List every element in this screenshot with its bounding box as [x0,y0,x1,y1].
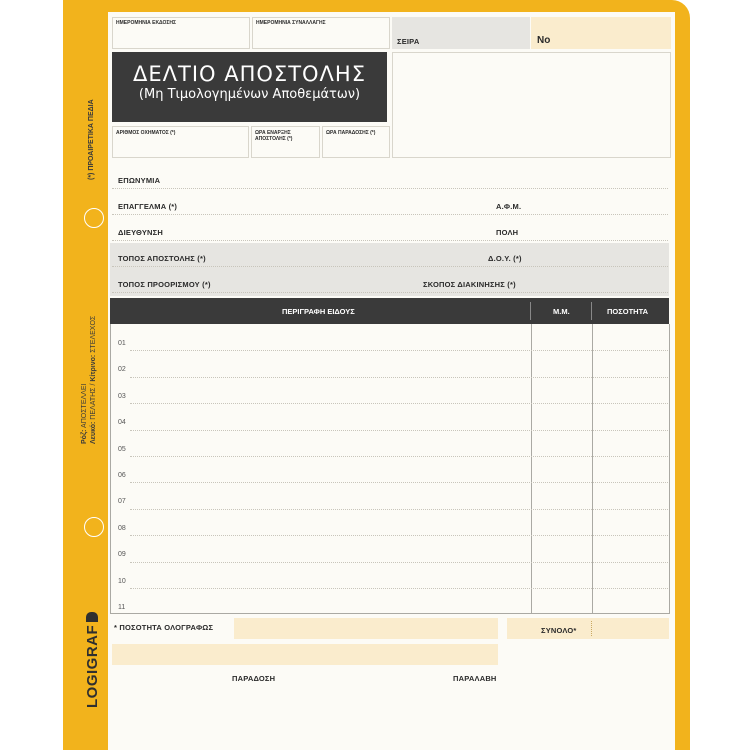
table-row-number: 07 [118,498,126,506]
total-field[interactable] [507,618,669,639]
table-row-number: 01 [118,340,126,347]
table-row[interactable] [130,588,668,589]
vehicle-number-field[interactable] [112,126,249,158]
name-line[interactable] [112,188,668,189]
table-row[interactable] [130,482,668,483]
copy-yellow-text: ΣΤΕΛΕΧΟΣ [90,315,97,355]
profession-line[interactable] [112,214,668,215]
items-table-body [110,324,670,614]
transaction-date-label: ΗΜΕΡΟΜΗΝΙΑ ΣΥΝΑΛΛΑΓΗΣ [256,20,326,26]
table-row[interactable] [130,403,668,404]
recipient-box[interactable] [392,52,671,158]
address-label: ΔΙΕΥΘΥΝΣΗ [118,228,163,237]
table-row-number: 03 [118,392,126,400]
table-row[interactable] [130,350,668,351]
table-row-number: 05 [118,445,126,453]
name-label: ΕΠΩΝΥΜΙΑ [118,176,161,185]
table-row-number: 02 [118,366,126,374]
issue-date-label: ΗΜΕΡΟΜΗΝΙΑ ΕΚΔΟΣΗΣ [116,20,177,26]
quantity-words-line2[interactable] [112,644,498,665]
series-label: ΣΕΙΡΑ [397,37,420,46]
table-row[interactable] [130,456,668,457]
dispatch-time-label: ΩΡΑ ΕΝΑΡΞΗΣ ΑΠΟΣΤΟΛΗΣ (*) [255,130,293,142]
receipt-signature-label: ΠΑΡΑΛΑΒΗ [453,674,497,683]
number-label: Νο [537,35,551,46]
col-quantity-header: ΠΟΣΟΤΗΤΑ [607,307,649,316]
col-description-header: ΠΕΡΙΓΡΑΦΗ ΕΙΔΟΥΣ [282,307,355,316]
copy-yellow-label: Κίτρινο: [90,354,97,382]
brand-logo [84,612,101,708]
delivery-signature-label: ΠΑΡΑΔΟΣΗ [232,674,276,683]
table-row-number: 10 [118,577,126,585]
delivery-time-label: ΩΡΑ ΠΑΡΑΔΟΣΗΣ (*) [326,130,376,136]
transaction-date-field[interactable] [252,17,390,49]
profession-label: ΕΠΑΓΓΕΛΜΑ (*) [118,202,178,211]
series-field[interactable] [392,17,530,49]
table-row[interactable] [130,509,668,510]
document-subtitle: (Μη Τιμολογημένων Αποθεμάτων) [138,87,361,102]
vat-label: Α.Φ.Μ. [496,202,522,211]
punch-hole-top [84,208,104,228]
table-row-number: 04 [118,419,126,427]
table-row-number: 08 [118,524,126,532]
copies-legend [80,316,98,444]
document-title-block [112,52,387,122]
issue-date-field[interactable] [112,17,250,49]
destination-line[interactable] [112,292,668,293]
copy-pink-text: ΑΠΟΣΤΕΛΛΕΙ [81,383,88,430]
quantity-words-field[interactable] [234,618,498,639]
table-row-number: 11 [118,604,126,611]
document-title: ΔΕΛΤΙΟ ΑΠΟΣΤΟΛΗΣ [133,62,366,86]
col-unit-header: Μ.Μ. [553,307,570,316]
items-table-header [110,298,669,324]
delivery-time-field[interactable] [322,126,390,158]
brand-name: LOGIGRAF [84,624,101,708]
table-row-number: 09 [118,551,126,559]
total-label: ΣΥΝΟΛΟ* [541,626,577,635]
number-field[interactable] [531,17,671,49]
punch-hole-bottom [84,517,104,537]
table-row[interactable] [130,535,668,536]
copy-pink-label: Ρόζ: [81,429,88,444]
dispatch-place-line[interactable] [112,266,668,267]
vehicle-number-label: ΑΡΙΘΜΟΣ ΟΧΗΜΑΤΟΣ (*) [116,130,176,136]
copy-white-text: ΠΕΛΑΤΗΣ / [90,381,97,422]
purpose-label: ΣΚΟΠΟΣ ΔΙΑΚΙΝΗΣΗΣ (*) [423,280,516,289]
copy-white-label: Λευκό: [90,421,97,444]
optional-fields-note: (*) ΠΡΟΑΙΡΕΤΙΚΑ ΠΕΔΙΑ [88,99,95,180]
city-label: ΠΟΛΗ [496,228,519,237]
dispatch-place-label: ΤΟΠΟΣ ΑΠΟΣΤΟΛΗΣ (*) [118,254,206,263]
tax-office-label: Δ.Ο.Υ. (*) [488,254,522,263]
dispatch-time-field[interactable] [251,126,320,158]
destination-label: ΤΟΠΟΣ ΠΡΟΟΡΙΣΜΟΥ (*) [118,280,211,289]
table-row[interactable] [130,377,668,378]
table-row-number: 06 [118,472,126,479]
address-line[interactable] [112,240,668,241]
brand-mark-icon [86,612,98,622]
quantity-words-label: * ΠΟΣΟΤΗΤΑ ΟΛΟΓΡΑΦΩΣ [114,623,214,632]
table-row[interactable] [130,430,668,431]
table-row[interactable] [130,562,668,563]
